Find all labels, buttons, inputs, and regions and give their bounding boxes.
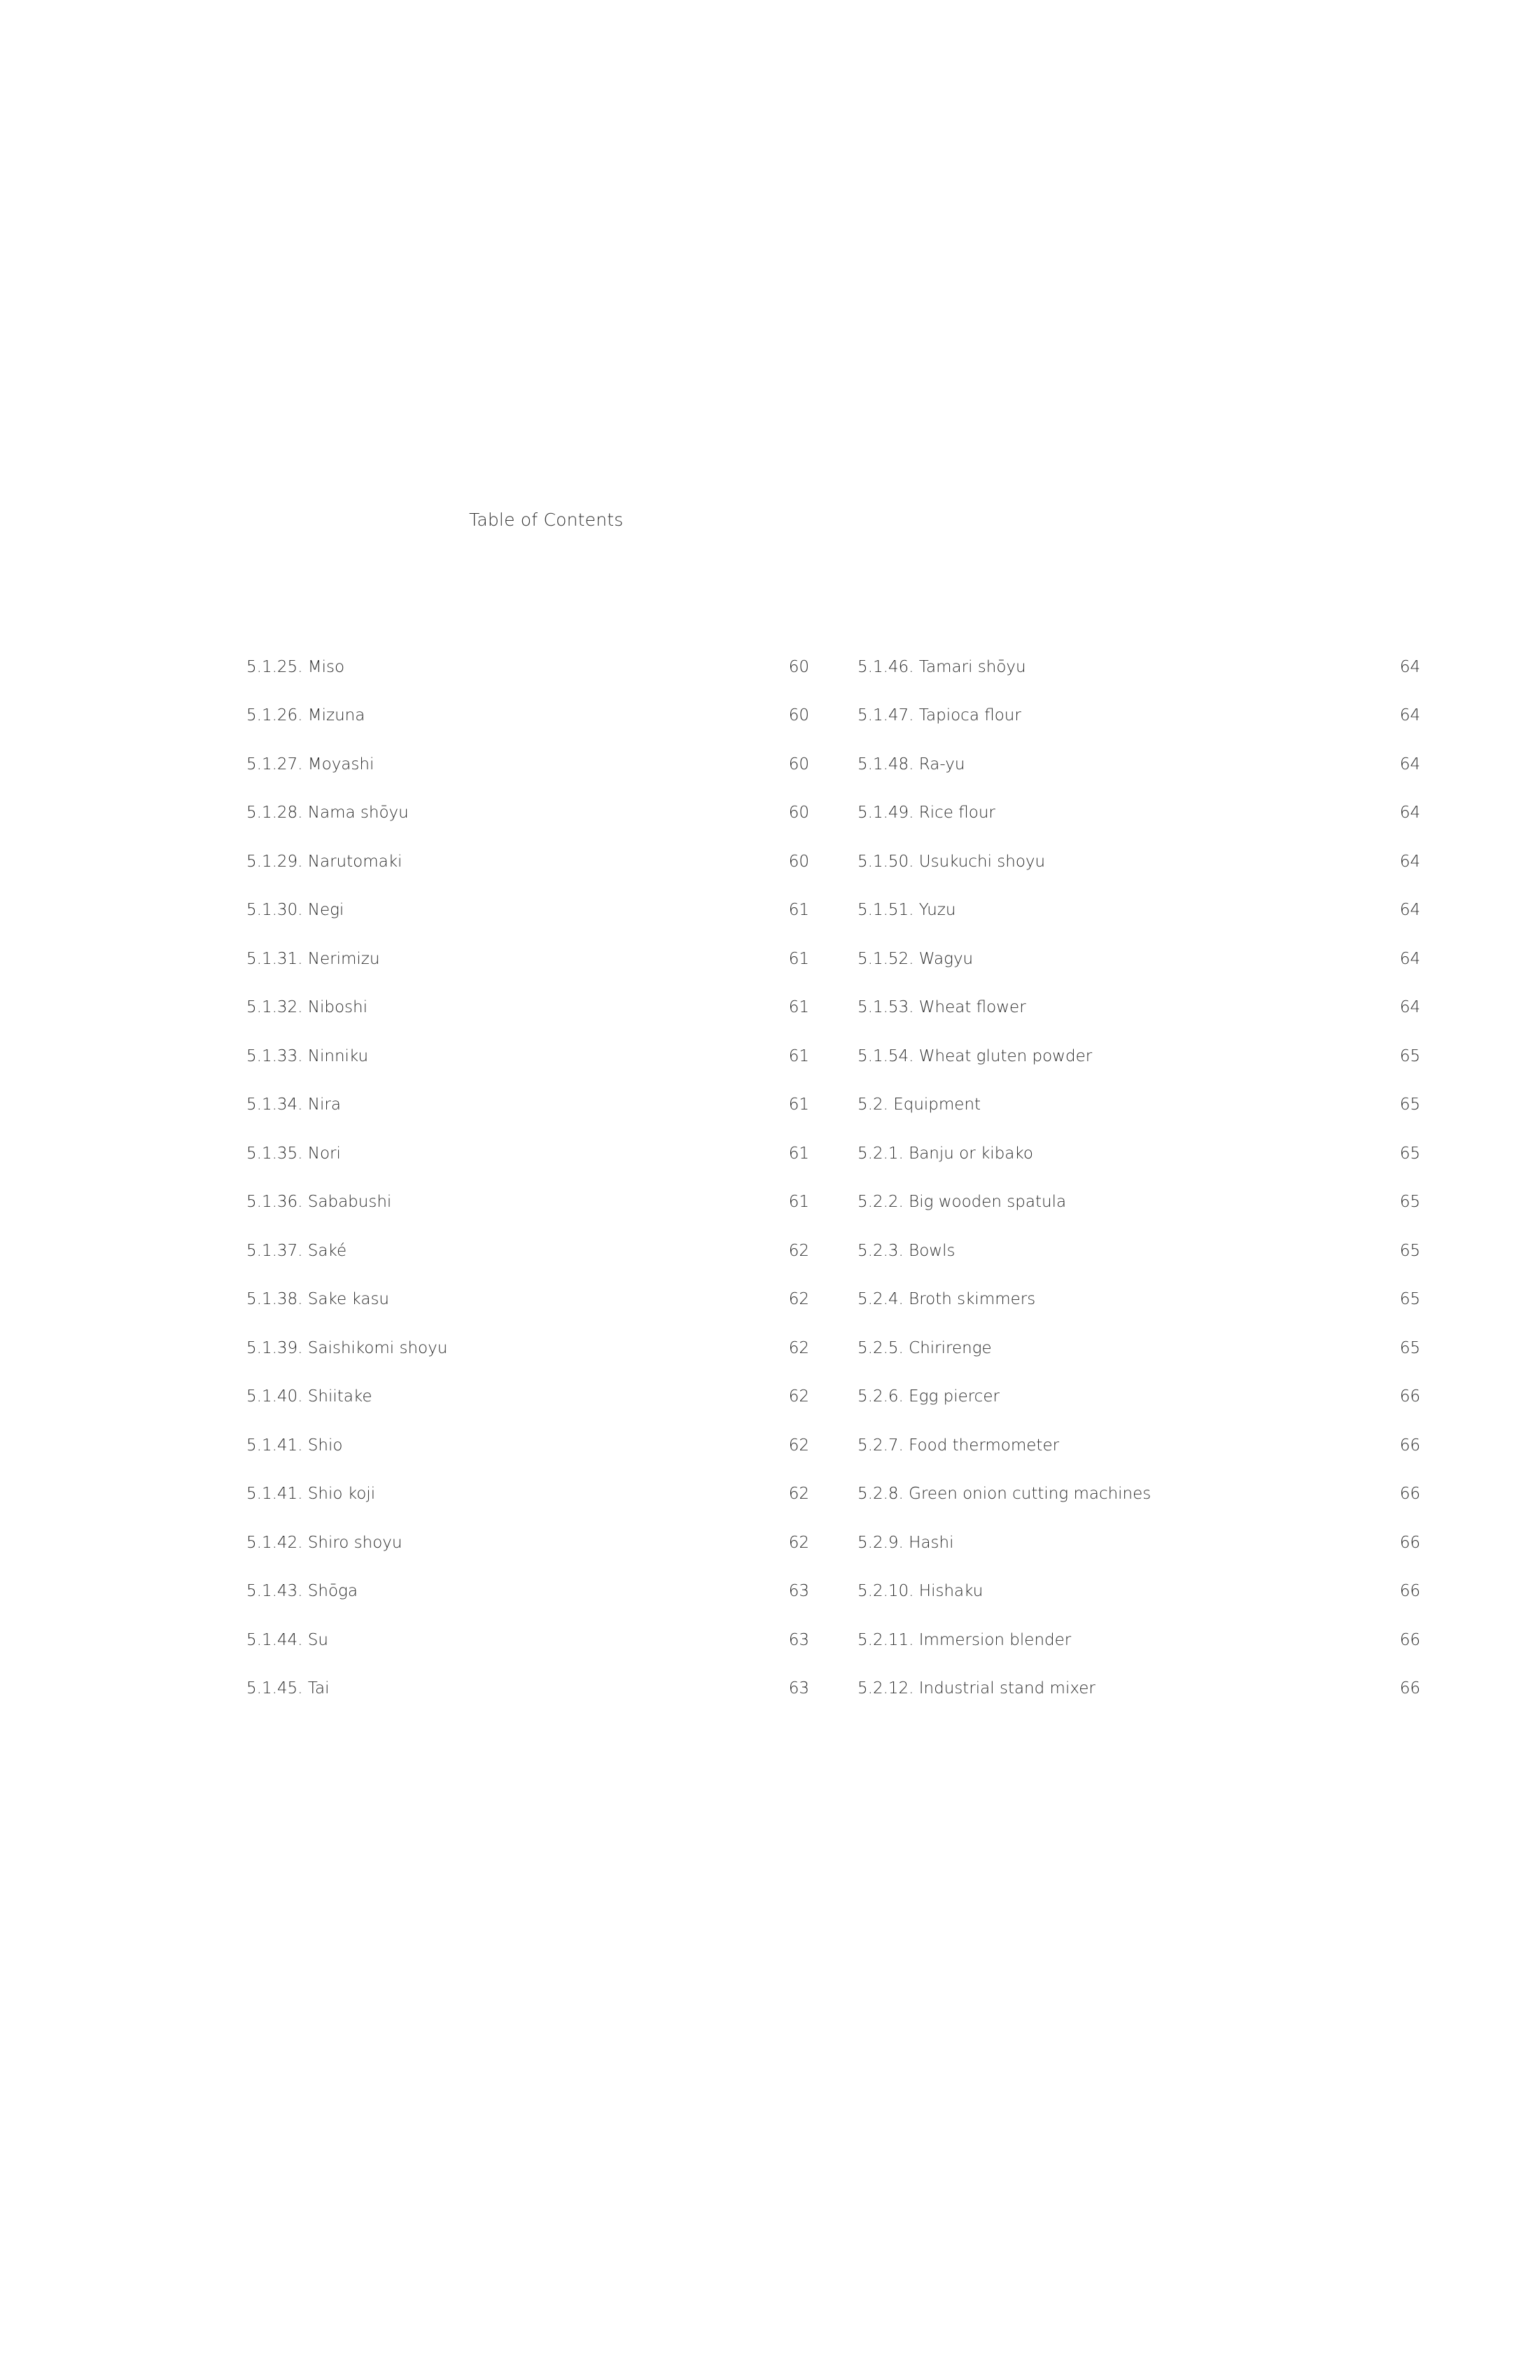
toc-entry-page-number: 64 [1399, 755, 1420, 774]
toc-entry-page-number: 62 [788, 1241, 809, 1260]
toc-entry-label: 5.1.45. Tai [246, 1679, 330, 1698]
toc-entry-page-number: 61 [788, 1096, 809, 1114]
toc-entry-label: 5.1.40. Shiitake [246, 1387, 372, 1406]
toc-entry-label: 5.1.47. Tapioca flour [858, 706, 1021, 725]
toc-entry-page-number: 65 [1399, 1193, 1420, 1212]
page-title: Table of Contents [469, 510, 624, 530]
toc-entry[interactable] [246, 643, 809, 692]
toc-entry[interactable] [246, 1567, 809, 1616]
toc-entry-label: 5.2.4. Broth skimmers [858, 1290, 1036, 1309]
toc-entry-page-number: 61 [788, 1046, 809, 1065]
toc-entry-label: 5.1.25. Miso [246, 657, 345, 676]
toc-entry[interactable] [858, 1665, 1420, 1714]
toc-entry-page-number: 66 [1399, 1679, 1420, 1698]
toc-entry-page-number: 60 [788, 657, 809, 676]
toc-entry-label: 5.1.39. Saishikomi shoyu [246, 1338, 448, 1357]
toc-entry[interactable] [858, 1373, 1420, 1422]
toc-entry-page-number: 64 [1399, 901, 1420, 920]
toc-right-column [858, 643, 1420, 1713]
toc-entry[interactable] [246, 1226, 809, 1275]
toc-entry-page-number: 61 [788, 901, 809, 920]
toc-entry-page-number: 62 [788, 1387, 809, 1406]
toc-entry-page-number: 66 [1399, 1533, 1420, 1552]
toc-entry-page-number: 66 [1399, 1485, 1420, 1504]
toc-entry-label: 5.1.29. Narutomaki [246, 852, 402, 871]
toc-entry-page-number: 64 [1399, 998, 1420, 1017]
toc-entry-page-number: 66 [1399, 1630, 1420, 1649]
toc-entry[interactable] [858, 886, 1420, 935]
toc-entry-label: 5.2.2. Big wooden spatula [858, 1193, 1067, 1212]
toc-entry[interactable] [246, 789, 809, 838]
toc-entry[interactable] [858, 1324, 1420, 1373]
toc-entry[interactable] [246, 740, 809, 789]
toc-entry-label: 5.1.54. Wheat gluten powder [858, 1046, 1093, 1065]
toc-entry-label: 5.1.42. Shiro shoyu [246, 1533, 402, 1552]
toc-entry-label: 5.2.9. Hashi [858, 1533, 954, 1552]
toc-entry-page-number: 65 [1399, 1046, 1420, 1065]
toc-entry[interactable] [246, 1178, 809, 1227]
toc-entry-label: 5.2.7. Food thermometer [858, 1436, 1060, 1455]
toc-entry-page-number: 63 [788, 1679, 809, 1698]
toc-entry[interactable] [858, 1081, 1420, 1130]
toc-entry[interactable] [246, 692, 809, 741]
toc-entry-label: 5.1.46. Tamari shōyu [858, 657, 1026, 676]
toc-entry-label: 5.1.53. Wheat flower [858, 998, 1026, 1017]
toc-entry[interactable] [858, 1178, 1420, 1227]
toc-entry-page-number: 62 [788, 1533, 809, 1552]
toc-entry-label: 5.1.35. Nori [246, 1144, 341, 1163]
toc-entry[interactable] [858, 1226, 1420, 1275]
toc-entry[interactable] [246, 934, 809, 983]
toc-entry-label: 5.2.10. Hishaku [858, 1582, 983, 1601]
toc-entry[interactable] [246, 1373, 809, 1422]
toc-entry-page-number: 60 [788, 852, 809, 871]
toc-entry-page-number: 61 [788, 998, 809, 1017]
toc-entry-page-number: 61 [788, 1144, 809, 1163]
toc-entry[interactable] [246, 1275, 809, 1324]
toc-entry[interactable] [246, 983, 809, 1032]
toc-entry-label: 5.2.3. Bowls [858, 1241, 955, 1260]
toc-entry[interactable] [858, 1275, 1420, 1324]
toc-entry-page-number: 64 [1399, 657, 1420, 676]
toc-entry-page-number: 60 [788, 804, 809, 822]
toc-entry-label: 5.2.8. Green onion cutting machines [858, 1485, 1152, 1504]
toc-entry[interactable] [858, 692, 1420, 741]
toc-entry-page-number: 64 [1399, 949, 1420, 968]
toc-entry[interactable] [858, 934, 1420, 983]
toc-entry-label: 5.1.36. Sababushi [246, 1193, 392, 1212]
toc-entry-label: 5.1.43. Shōga [246, 1582, 358, 1601]
toc-entry[interactable] [858, 1567, 1420, 1616]
toc-entry-page-number: 65 [1399, 1144, 1420, 1163]
toc-entry-page-number: 62 [788, 1485, 809, 1504]
toc-entry[interactable] [246, 1470, 809, 1519]
toc-entry-label: 5.1.49. Rice flour [858, 804, 995, 822]
toc-entry-page-number: 62 [788, 1290, 809, 1309]
toc-entry-label: 5.1.32. Niboshi [246, 998, 368, 1017]
toc-entry-page-number: 64 [1399, 706, 1420, 725]
toc-entry-page-number: 66 [1399, 1436, 1420, 1455]
toc-entry-page-number: 65 [1399, 1290, 1420, 1309]
toc-entry-page-number: 62 [788, 1436, 809, 1455]
toc-entry[interactable] [858, 1032, 1420, 1081]
toc-entry-label: 5.1.44. Su [246, 1630, 328, 1649]
toc-entry-label: 5.1.38. Sake kasu [246, 1290, 390, 1309]
toc-entry-label: 5.1.41. Shio [246, 1436, 343, 1455]
toc-entry-label: 5.1.27. Moyashi [246, 755, 374, 774]
toc-entry-label: 5.2.5. Chirirenge [858, 1338, 992, 1357]
toc-entry[interactable] [246, 886, 809, 935]
toc-entry[interactable] [246, 1032, 809, 1081]
toc-entry[interactable] [858, 1421, 1420, 1470]
toc-entry-label: 5.2.6. Egg piercer [858, 1387, 1000, 1406]
toc-entry-page-number: 60 [788, 755, 809, 774]
toc-entry[interactable] [246, 1665, 809, 1714]
toc-entry[interactable] [858, 1518, 1420, 1567]
toc-entry-label: 5.1.33. Ninniku [246, 1046, 369, 1065]
toc-entry-label: 5.2.1. Banju or kibako [858, 1144, 1033, 1163]
toc-entry-label: 5.1.37. Saké [246, 1241, 347, 1260]
toc-entry-label: 5.2. Equipment [858, 1096, 981, 1114]
toc-entry[interactable] [246, 1081, 809, 1130]
toc-entry-label: 5.1.51. Yuzu [858, 901, 956, 920]
toc-entry[interactable] [246, 1129, 809, 1178]
toc-entry-label: 5.1.41. Shio koji [246, 1485, 376, 1504]
toc-entry-label: 5.1.28. Nama shōyu [246, 804, 409, 822]
toc-entry[interactable] [246, 1421, 809, 1470]
toc-entry[interactable] [858, 740, 1420, 789]
toc-entry-page-number: 61 [788, 949, 809, 968]
toc-entry[interactable] [246, 1518, 809, 1567]
toc-entry-page-number: 65 [1399, 1241, 1420, 1260]
toc-entry-label: 5.1.50. Usukuchi shoyu [858, 852, 1046, 871]
toc-entry-label: 5.1.34. Nira [246, 1096, 341, 1114]
toc-entry[interactable] [858, 643, 1420, 692]
toc-entry[interactable] [246, 837, 809, 886]
toc-entry[interactable] [858, 983, 1420, 1032]
toc-entry[interactable] [858, 837, 1420, 886]
toc-entry-page-number: 65 [1399, 1096, 1420, 1114]
toc-entry-page-number: 61 [788, 1193, 809, 1212]
toc-entry-page-number: 66 [1399, 1582, 1420, 1601]
toc-entry-page-number: 64 [1399, 852, 1420, 871]
toc-entry-label: 5.1.48. Ra-yu [858, 755, 965, 774]
toc-entry-page-number: 60 [788, 706, 809, 725]
toc-entry-page-number: 65 [1399, 1338, 1420, 1357]
toc-entry[interactable] [858, 1616, 1420, 1665]
toc-entry-label: 5.1.52. Wagyu [858, 949, 974, 968]
toc-entry[interactable] [858, 789, 1420, 838]
toc-entry-page-number: 63 [788, 1630, 809, 1649]
toc-entry-page-number: 66 [1399, 1387, 1420, 1406]
toc-entry-page-number: 63 [788, 1582, 809, 1601]
toc-entry[interactable] [858, 1129, 1420, 1178]
toc-entry-label: 5.1.26. Mizuna [246, 706, 365, 725]
toc-entry-label: 5.1.30. Negi [246, 901, 344, 920]
toc-entry-label: 5.2.12. Industrial stand mixer [858, 1679, 1096, 1698]
toc-entry[interactable] [246, 1616, 809, 1665]
toc-entry[interactable] [246, 1324, 809, 1373]
toc-entry-page-number: 62 [788, 1338, 809, 1357]
toc-entry-page-number: 64 [1399, 804, 1420, 822]
toc-entry-label: 5.1.31. Nerimizu [246, 949, 380, 968]
toc-entry-label: 5.2.11. Immersion blender [858, 1630, 1072, 1649]
toc-left-column [246, 643, 809, 1713]
toc-entry[interactable] [858, 1470, 1420, 1519]
